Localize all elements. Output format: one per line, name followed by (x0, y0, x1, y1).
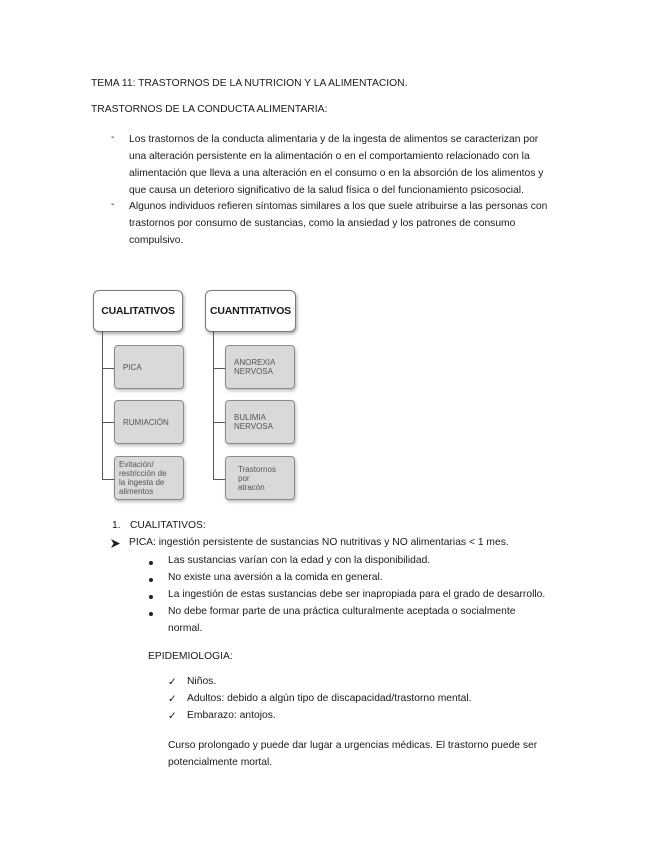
section-heading: CUALITATIVOS: (130, 520, 206, 531)
node-label: atracón (238, 482, 265, 492)
check-icon: ✓ (168, 677, 177, 688)
bullet-icon (149, 612, 153, 616)
intro-paragraph-2 (129, 198, 547, 249)
text-line: trastornos por consumo de sustancias, como la ansiedad y los patrones de consumo (129, 218, 516, 229)
node-label: RUMIACIÓN (123, 417, 169, 427)
text-line: Curso prolongado y puede dar lugar a urgencias médicas. El trastorno puede ser (168, 740, 538, 751)
tree-connector (213, 422, 225, 423)
node-label: NERVOSA (234, 367, 273, 376)
node-label: NERVOSA (234, 422, 273, 431)
epidemiology-item: Adultos: debido a algún tipo de discapacidad/trastorno mental. (187, 693, 472, 704)
node-label: restricción de (119, 469, 167, 478)
epidemiology-heading: EPIDEMIOLOGIA: (148, 651, 233, 662)
text-line: compulsivo. (129, 235, 184, 246)
diagram-node-anorexia (225, 345, 295, 389)
node-label: Trastornos (238, 464, 276, 474)
tree-connector (102, 479, 114, 480)
section-subtitle: TRASTORNOS DE LA CONDUCTA ALIMENTARIA: (91, 104, 328, 115)
arrow-bullet-icon (111, 539, 120, 551)
bullet-icon (149, 561, 153, 565)
diagram-node-bulimia (225, 400, 295, 444)
pica-definition: PICA: ingestión persistente de sustancias NO nutritivas y NO alimentarias < 1 mes. (129, 537, 509, 548)
node-label: la ingesta de (119, 478, 165, 487)
page-title: TEMA 11: TRASTORNOS DE LA NUTRICION Y LA ALIMENTACION. (91, 78, 408, 89)
bullet-icon (149, 578, 153, 582)
criterion-item: No existe una aversión a la comida en general. (168, 572, 383, 583)
epidemiology-item: Embarazo: antojos. (187, 710, 276, 721)
diagram-root-cuantitativos: CUANTITATIVOS (205, 290, 296, 332)
bullet-icon (149, 595, 153, 599)
tree-connector (102, 368, 114, 369)
tree-connector (213, 331, 214, 479)
text-line: potencialmente mortal. (168, 757, 273, 768)
check-icon: ✓ (168, 711, 177, 722)
tree-connector (213, 479, 225, 480)
diagram-root-cualitativos: CUALITATIVOS (93, 290, 183, 332)
text-line: Algunos individuos refieren síntomas similares a los que suele atribuirse a las personas con (129, 201, 548, 212)
closing-paragraph (168, 737, 537, 771)
text-line: Los trastornos de la conducta alimentaria y de la ingesta de alimentos se caracterizan por (129, 134, 539, 145)
criterion-item: La ingestión de estas sustancias debe ser inapropiada para el grado de desarrollo. (168, 589, 546, 600)
text-line: que causa un deterioro significativo de la salud física o del funcionamiento psicosocial. (129, 185, 524, 196)
diagram-node-atracon (225, 456, 295, 500)
criterion-item-continued: normal. (168, 623, 203, 634)
tree-connector (213, 368, 225, 369)
check-icon: ✓ (168, 694, 177, 705)
epidemiology-item: Niños. (187, 676, 217, 687)
node-label: PICA (123, 362, 142, 372)
diagram-node-rumiacion (114, 400, 184, 444)
node-label: Evitación/ (119, 460, 154, 469)
tree-connector (102, 422, 114, 423)
text-line: una alteración persistente en la alimentación o en el comportamiento relacionado con la (129, 151, 530, 162)
text-line: alimentación que lleva a una alteración en el consumo o en la absorción de los alimentos y (129, 168, 544, 179)
node-label: alimentos (119, 487, 154, 496)
dash-bullet: - (111, 199, 115, 210)
diagram-node-pica (114, 345, 184, 389)
criterion-item: No debe formar parte de una práctica culturalmente aceptada o socialmente (168, 606, 516, 617)
node-label: por (238, 473, 250, 483)
criterion-item: Las sustancias varían con la edad y con la disponibilidad. (168, 555, 431, 566)
dash-bullet: - (111, 132, 115, 143)
intro-paragraph-1 (129, 131, 543, 199)
section-number: 1. (112, 520, 121, 531)
diagram-node-evitacion (114, 456, 184, 500)
node-label: BULIMIA (234, 413, 267, 422)
tree-connector (102, 331, 103, 479)
node-label: ANOREXIA (234, 358, 276, 367)
